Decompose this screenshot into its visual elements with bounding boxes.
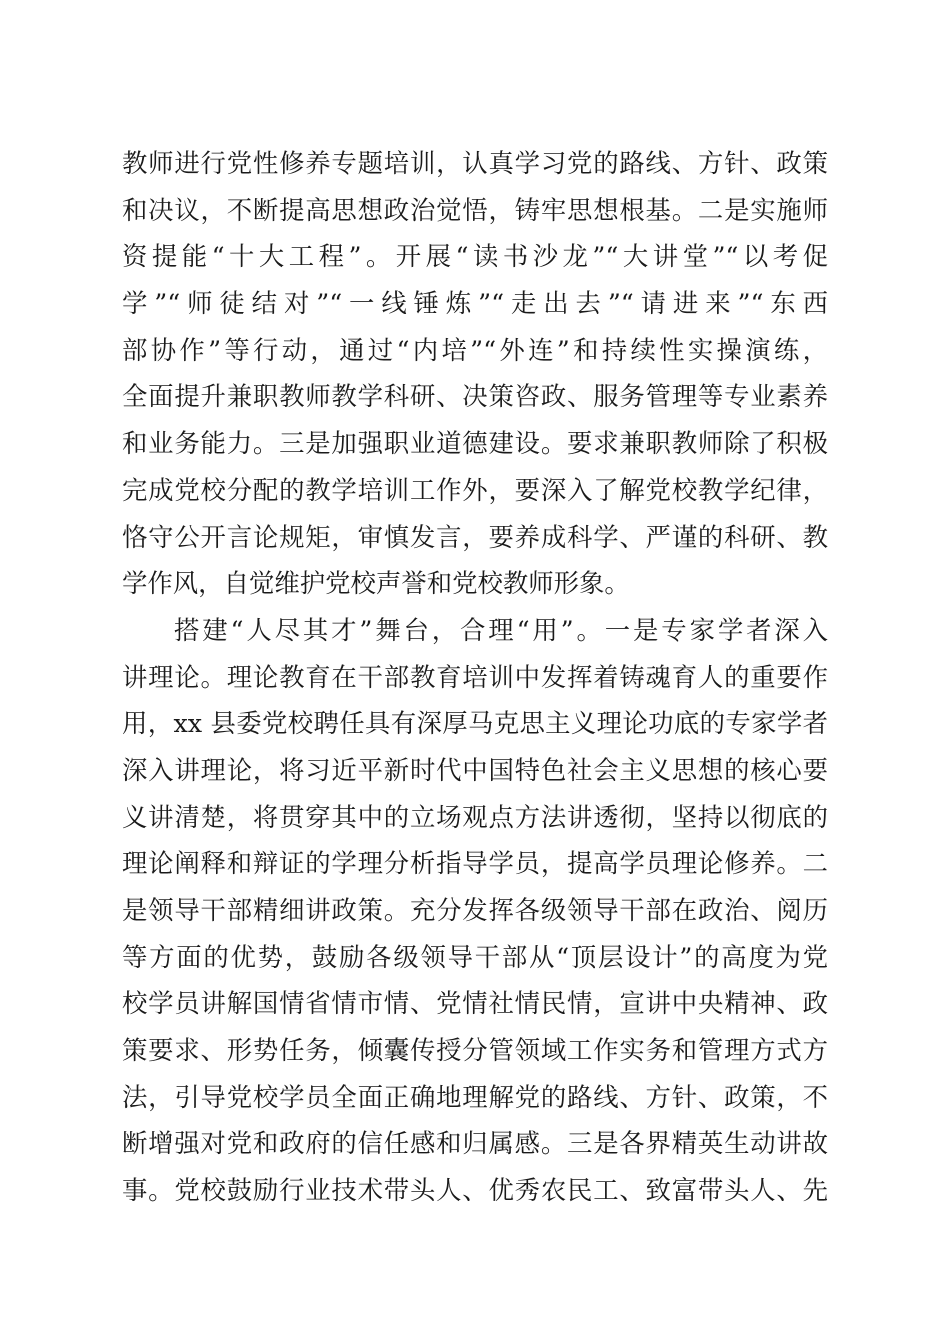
text-line: 学作风，自觉维护党校声誉和党校教师形象。 <box>122 568 630 599</box>
text-line: 恪守公开言论规矩，审慎发言，要养成科学、严谨的科研、教 <box>122 521 828 552</box>
text-line: 教师进行党性修养专题培训，认真学习党的路线、方针、政策 <box>122 148 828 178</box>
text-line: 等方面的优势，鼓励各级领导干部从“顶层设计”的高度为党 <box>122 941 828 972</box>
text-line: 全面提升兼职教师教学科研、决策咨政、服务管理等专业素养 <box>122 381 828 412</box>
text-line: 事。党校鼓励行业技术带头人、优秀农民工、致富带头人、先 <box>122 1175 828 1206</box>
paragraph-1 <box>122 140 828 607</box>
text-line: 是领导干部精细讲政策。充分发挥各级领导干部在政治、阅历 <box>122 895 828 925</box>
text-line: 搭建“人尽其才”舞台，合理“用”。一是专家学者深入 <box>174 614 828 645</box>
paragraph-2 <box>122 607 828 1214</box>
text-line: 和决议，不断提高思想政治觉悟，铸牢思想根基。二是实施师 <box>122 194 828 225</box>
text-line: 策要求、形势任务，倾囊传授分管领域工作实务和管理方式方 <box>122 1035 828 1066</box>
text-line: 学”“师徒结对”“一线锤炼”“走出去”“请进来”“东西 <box>122 288 828 319</box>
text-line: 深入讲理论，将习近平新时代中国特色社会主义思想的核心要 <box>122 754 828 785</box>
text-line: 义讲清楚，将贯穿其中的立场观点方法讲透彻，坚持以彻底的 <box>122 801 828 832</box>
text-line: 部协作”等行动，通过“内培”“外连”和持续性实操演练， <box>122 334 828 365</box>
text-line: 讲理论。理论教育在干部教育培训中发挥着铸魂育人的重要作 <box>122 661 828 692</box>
text-line: 断增强对党和政府的信任感和归属感。三是各界精英生动讲故 <box>122 1128 828 1159</box>
text-line: 完成党校分配的教学培训工作外，要深入了解党校教学纪律， <box>122 474 828 505</box>
text-line: 用，xx 县委党校聘任具有深厚马克思主义理论功底的专家学者 <box>122 708 828 739</box>
text-line: 和业务能力。三是加强职业道德建设。要求兼职教师除了积极 <box>122 428 828 459</box>
text-line: 资提能“十大工程”。开展“读书沙龙”“大讲堂”“以考促 <box>122 241 828 272</box>
text-line: 校学员讲解国情省情市情、党情社情民情，宣讲中央精神、政 <box>122 988 828 1019</box>
text-line: 理论阐释和辩证的学理分析指导学员，提高学员理论修养。二 <box>122 848 828 879</box>
text-line: 法，引导党校学员全面正确地理解党的路线、方针、政策，不 <box>122 1081 828 1112</box>
body-text <box>122 140 828 1214</box>
